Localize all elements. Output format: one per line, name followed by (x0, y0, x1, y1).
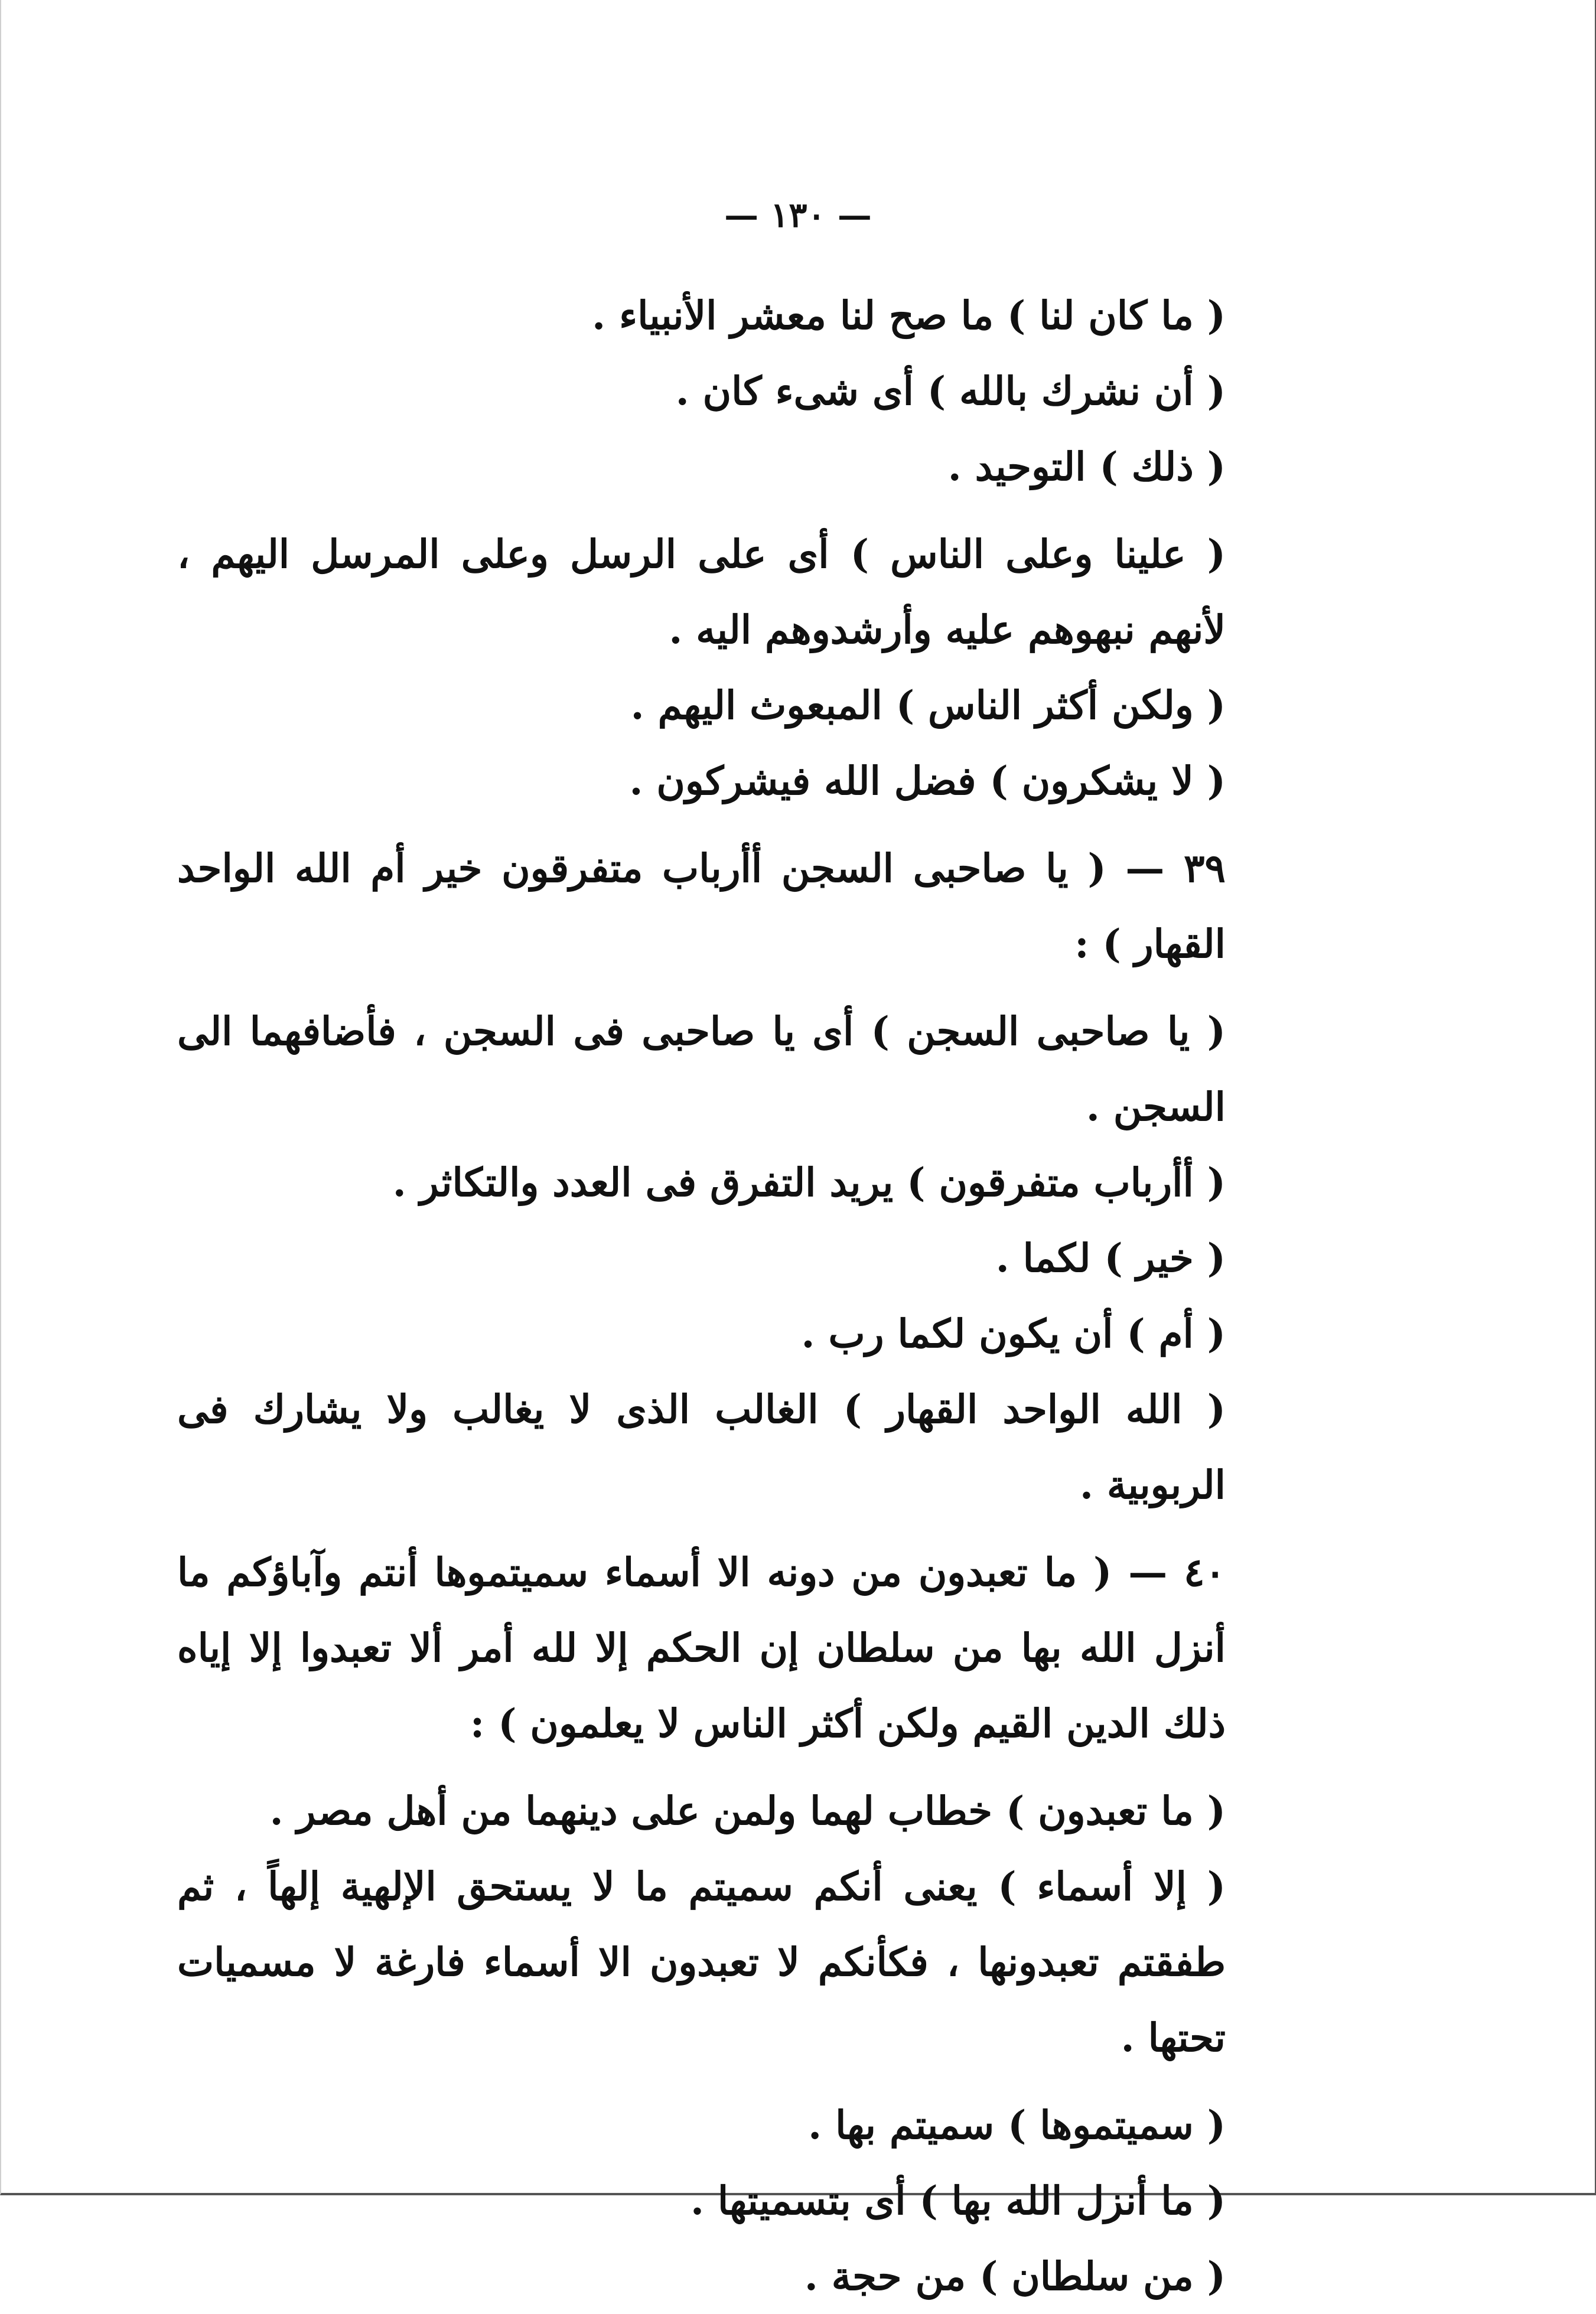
paragraph: ( الله الواحد القهار ) الغالب الذى لا يغالب ولا يشارك فى الربوبية . (177, 1386, 1226, 1508)
paragraph: ( أأرباب متفرقون ) يريد التفرق فى العدد والتكاثر . (392, 1159, 1226, 1205)
body-text (177, 278, 1308, 2314)
paragraph: ( ما تعبدون ) خطاب لهما ولمن على دينهما من أهل مصر . (269, 1788, 1226, 1834)
paragraph: ( إلا أسماء ) يعنى أنكم سميتم ما لا يستحق الإلهية إلهاً ، ثم طفقتم تعبدونها ، فكأنكم لا تعبدون الا أسماء فارغة لا مسميات تحتها . (177, 1863, 1226, 2061)
paragraph: ( ما أنزل الله بها ) أى بتسميتها . (690, 2178, 1226, 2224)
paragraph: ( ذلك ) التوحيد . (947, 444, 1226, 490)
paragraph: ( ما كان لنا ) ما صح لنا معشر الأنبياء . (592, 292, 1226, 338)
paragraph: ( علينا وعلى الناس ) أى على الرسل وعلى المرسل اليهم ، لأنهم نبهوهم عليه وأرشدوهم اليه . (177, 531, 1226, 653)
verse-heading: ٤٠ — ( ما تعبدون من دونه الا أسماء سميتموها أنتم وآباؤكم ما أنزل الله بها من سلطان إن الحكم إلا لله أمر ألا تعبدوا إلا إياه ذلك الدين القيم ولكن أكثر الناس لا يعلمون ) : (177, 1549, 1226, 1746)
paragraph: ( أن نشرك بالله ) أى شىء كان . (675, 368, 1226, 414)
paragraph: ( لا يشكرون ) فضل الله فيشركون . (629, 758, 1226, 804)
paragraph: ( من سلطان ) من حجة . (804, 2253, 1226, 2299)
paragraph: ( ولكن أكثر الناس ) المبعوث اليهم . (630, 682, 1226, 728)
paragraph: ( أم ) أن يكون لكما رب . (801, 1311, 1226, 1357)
verse-heading: ٣٩ — ( يا صاحبى السجن أأرباب متفرقون خير أم الله الواحد القهار ) : (177, 845, 1226, 967)
paragraph: ( خير ) لكما . (995, 1235, 1226, 1281)
paragraph: ( سميتموها ) سميتم بها . (808, 2102, 1226, 2148)
paragraph: ( يا صاحبى السجن ) أى يا صاحبى فى السجن ، فأضافهما الى السجن . (177, 1008, 1226, 1130)
page-number: — ١٣٠ — (724, 195, 872, 235)
